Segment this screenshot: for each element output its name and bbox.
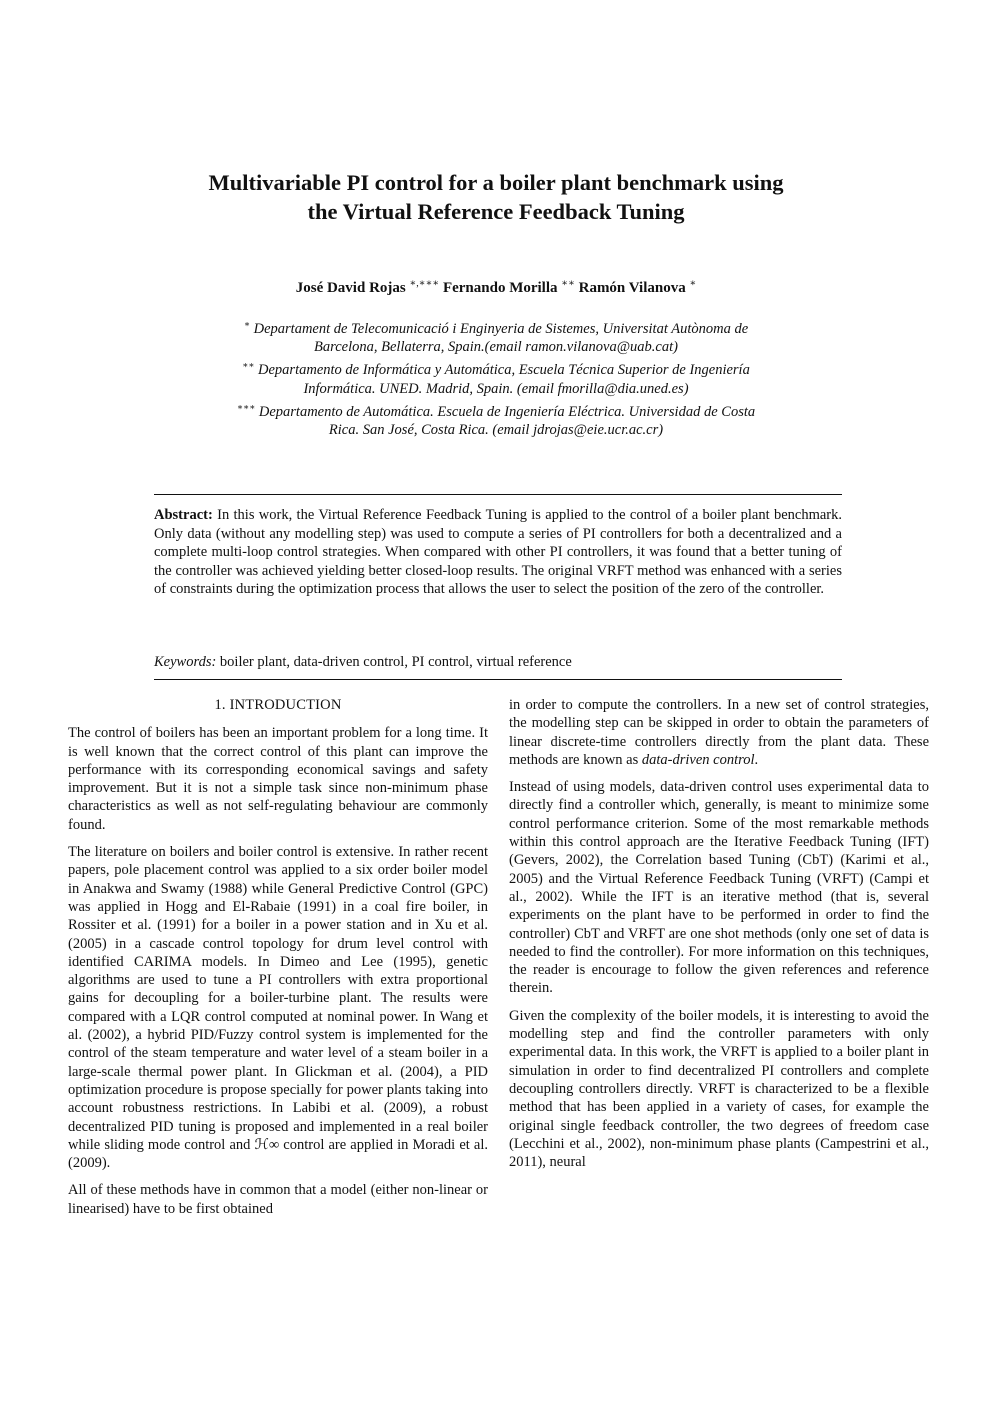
author-mark: ∗,∗∗∗ bbox=[409, 278, 440, 289]
affiliation-mark: ∗∗∗ bbox=[236, 401, 256, 412]
affiliation-text: Departamento de Automática. Escuela de Ingeniería Eléctrica. Universidad de Costa Rica. San José, Costa Rica. (email jdrojas@eie.ucr.ac.cr) bbox=[258, 403, 756, 438]
section-heading: 1. INTRODUCTION bbox=[214, 697, 342, 713]
paragraph: The control of boilers has been an important problem for a long time. It is well known that the correct control of this plant can improve the performance with its corresponding economical savings and safety improvement. But it is not a simple task since non-minimum phase characteristics as well as not self-regulating behaviour are commonly found. bbox=[68, 725, 488, 833]
keywords bbox=[154, 653, 842, 672]
affiliation-text: Departamento de Informática y Automática, Escuela Técnica Superior de Ingeniería Informática. UNED. Madrid, Spain. (email fmorilla@dia.uned.es) bbox=[258, 362, 750, 397]
affiliation-list bbox=[230, 315, 762, 439]
abstract-bottom-rule bbox=[154, 679, 842, 680]
paragraph-end: . bbox=[754, 751, 759, 768]
author-name: José David Rojas bbox=[295, 280, 406, 296]
paragraph: Given the complexity of the boiler models, it is interesting to avoid the modelling step and find the controller parameters with only experimental data. In this work, the VRFT is applied to a boiler plant in simulation in order to find decentralized PI controllers and complete decoupling controllers directly. VRFT is characterized to be a flexible method that has been applied in a variety of cases, for example the original single feedback controller, the two degrees of freedom case (Lecchini et al., 2002), non-minimum phase plants (Campestrini et al., 2011), neural bbox=[509, 1007, 929, 1171]
abstract-label: Abstract: bbox=[154, 507, 213, 523]
abstract-text: In this work, the Virtual Reference Feedback Tuning is applied to the control of a boiler plant benchmark. Only data (without any modelling step) was used to compute a series of PI controllers for both a decentralized and a complete multi-loop control strategies. When compared with other PI controllers, it was found that a better tuning of the controller was achieved yielding better closed-loop results. The original VRFT method was enhanced with a series of constraints during the optimization process that allows the user to select the position of the zero of the controller. bbox=[154, 507, 842, 598]
paragraph-continued bbox=[509, 696, 929, 769]
paragraph: The literature on boilers and boiler control is extensive. In rather recent papers, pole placement control was applied to a six order boiler model in Anakwa and Swamy (1988) while General Predictive Control (GPC) was applied in Hogg and El-Rabaie (1991) in a coal fire boiler, in Rossiter et al. (1991) for a boiler in a power station and in Xu et al. (2005) in a cascade control topology for drum level control with identified CARIMA models. In Dimeo and Lee (1995), genetic algorithms are used to tune a PI controllers with extra proportional gains for decoupling for a boiler-turbine plant. The results were compared with a LQR control computed at nominal power. In Wang et al. (2002), a hybrid PID/Fuzzy control system is implemented for the control of the steam temperature and water level of a steam boiler in a large-scale thermal power plant. In Glickman et al. (2004), a PID optimization procedure is propose specially for power plants taking into account robustness restrictions. In Labibi et al. (2009), a robust decentralized PID tuning is proposed and implemented in a real boiler while sliding mode control and ℋ∞ control are applied in Moradi et al. (2009). bbox=[68, 844, 488, 1172]
author-mark: ∗∗ bbox=[561, 278, 575, 289]
paragraph: Instead of using models, data-driven control uses experimental data to directly find a controller which, generally, is meant to minimize some control performance criterion. Some of the most remarkable methods within this control approach are the Iterative Feedback Tuning (IFT) (Gevers, 2002), the Correlation based Tuning (CbT) (Karimi et al., 2005) and the Virtual Reference Feedback Tuning (VRFT) (Campi et al., 2002). While the IFT is an iterative method (that is, several experiments on the plant have to be performed in order to find the controller) CbT and VRFT are one shot methods (only one set of data is needed to find the controller). For more information on this techniques, the reader is encourage to follow the given references and reference therein. bbox=[509, 779, 929, 997]
affiliation bbox=[230, 398, 762, 439]
affiliation-text: Departament de Telecomunicació i Enginyeria de Sistemes, Universitat Autònoma de Barcelona, Bellaterra, Spain.(email ramon.vilanova@uab.cat) bbox=[253, 320, 749, 356]
left-column bbox=[68, 696, 488, 1227]
keywords-text: boiler plant, data-driven control, PI control, virtual reference bbox=[219, 654, 572, 670]
paragraph: All of these methods have in common that a model (either non-linear or linearised) have to be first obtained bbox=[68, 1182, 488, 1217]
author-name: Fernando Morilla bbox=[442, 280, 558, 296]
author-list bbox=[150, 274, 842, 298]
affiliation-mark: ∗ bbox=[243, 319, 250, 329]
emphasis-term: data-driven control bbox=[641, 751, 755, 768]
affiliation bbox=[230, 356, 762, 397]
affiliation-mark: ∗∗ bbox=[242, 360, 255, 371]
author-name: Ramón Vilanova bbox=[578, 280, 686, 296]
abstract-top-rule bbox=[154, 494, 842, 495]
affiliation bbox=[230, 315, 762, 356]
paragraph-text: in order to compute the controllers. In a new set of control strategies, the modelling step can be skipped in order to obtain the parameters of linear discrete-time controllers directly from the plant data. These methods are known as bbox=[509, 697, 929, 768]
right-column bbox=[509, 696, 929, 1180]
keywords-label: Keywords: bbox=[154, 654, 217, 670]
paper-title: Multivariable PI control for a boiler plant benchmark using the Virtual Reference Feedback Tuning bbox=[208, 170, 784, 224]
author-mark: ∗ bbox=[689, 278, 697, 289]
abstract bbox=[154, 506, 842, 599]
